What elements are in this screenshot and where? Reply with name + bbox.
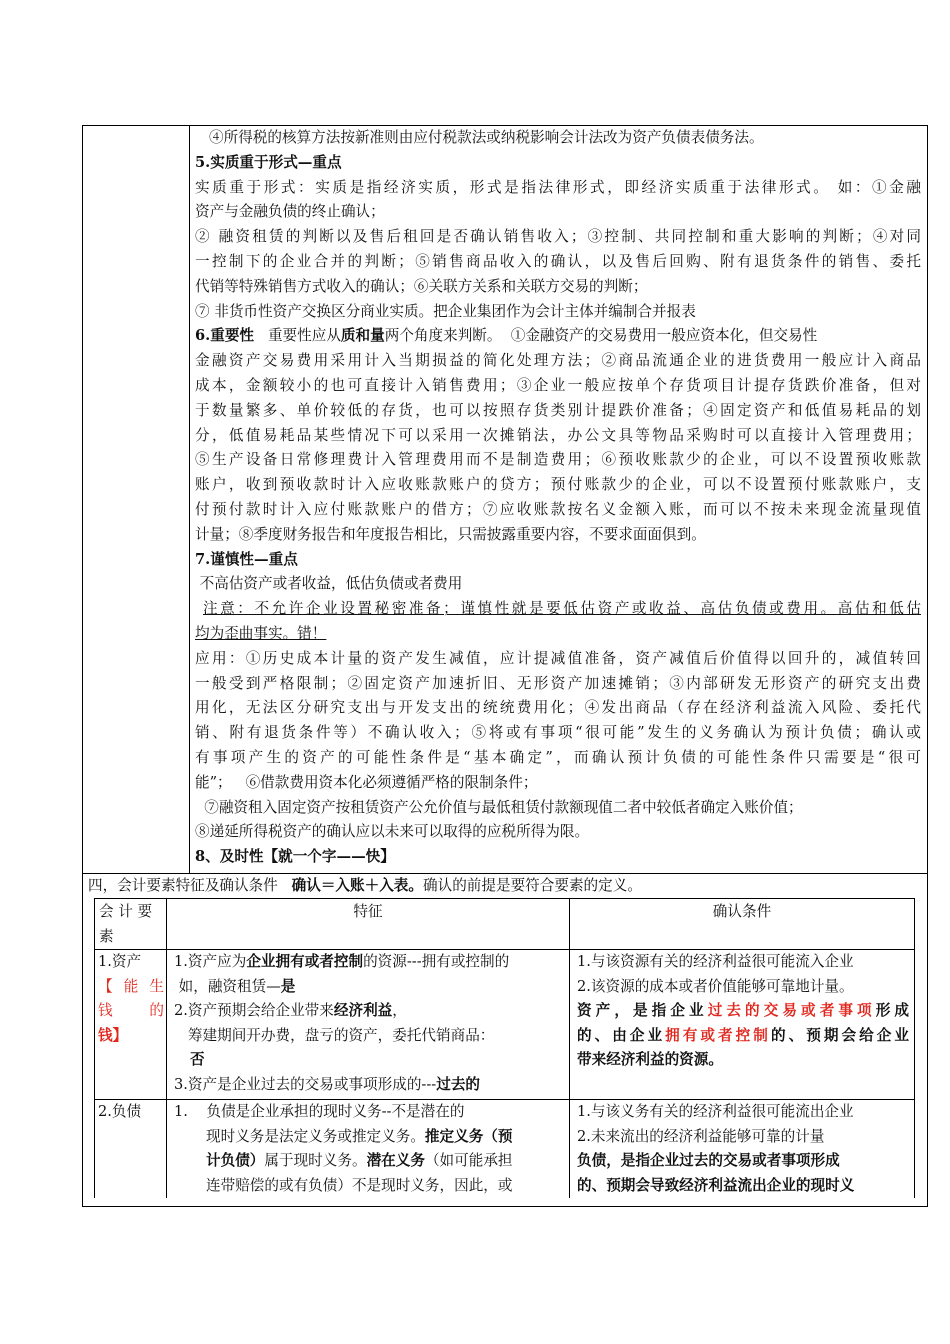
text-line: 有事项产生的资产的可能性条件是“基本确定”，而确认预计负债的可能性条件只需要是“很可 [195,748,921,766]
bold-run: 的、由企业 [577,1026,666,1044]
asset-element-cell [98,950,164,1048]
text-line [174,1149,566,1174]
liability-element-cell [98,1100,164,1125]
text-line: 分，低值易耗品某些情况下可以采用一次摊销法，办公文具等物品采购时可以直接计入管理费用； [195,426,921,444]
text-run: 属于现时义务。 [264,1152,367,1170]
bold-run: 计负债） [206,1152,265,1170]
element-name: 1.资产 [98,953,142,970]
bold-run: 的、预期会给企业 [770,1026,909,1044]
liability-features-cell [174,1100,566,1198]
elements-table [94,898,915,1198]
red-run: 拥有或者控制 [665,1026,771,1044]
text-line: ⑦ 非货币性资产交换区分商业实质。把企业集团作为会计主体并编制合并报表 [195,302,696,320]
text-line: ② 融资租赁的判断以及售后租回是否确认销售收入；③控制、共同控制和重大影响的判断；④对同 [195,228,921,246]
text-line: ⑧递延所得税资产的确认应以未来可以取得的应税所得为限。 [195,823,590,841]
heading-materiality: 6.重要性 [195,327,255,345]
text-line: 一般受到严格限制；②固定资产加速折旧、无形资产加速摊销；③内部研发无形资产的研究支出费 [195,674,921,692]
header-conditions-cell [570,900,914,925]
heading-timeliness: 8、及时性【就一个字——快】 [195,848,395,866]
note-underlined-line: 均为歪曲事实。错！ [195,624,327,642]
heading-substance-over-form: 5.实质重于形式—重点 [195,153,342,171]
text-line: 应用：①历史成本计量的资产发生减值，应计提减值准备，资产减值后价值得以回升的，减值转回 [195,649,921,667]
element-tag: 钱】 [98,1026,128,1044]
text-line [174,950,566,975]
bold-run: 经济利益 [333,1002,393,1020]
materiality-line [195,324,921,349]
text-run: 四，会计要素特征及确认条件 [88,877,292,894]
table-rule [94,898,95,1198]
text-run: 如，融资租赁— [174,977,281,995]
header-features-cell [167,900,569,925]
bold-run: 资产，是指企业 [577,1002,708,1020]
text-line: 用化，无法区分研究支出与开发支出的统统费用化；④发出商品（存在经济利益流入风险、委托代 [195,699,921,717]
text-line: ⑤生产设备日常修理费计入管理费用而不是制造费用；⑥预收账款少的企业，可以不设置预收账款 [195,451,921,469]
definition-line: 的、预期会导致经济利益流出企业的现时义 [577,1176,855,1194]
text-line: 一控制下的企业合并的判断；⑤销售商品收入的确认，以及售后回购、附有退货条件的销售、委托 [195,252,921,270]
text-line: 实质重于形式：实质是指经济实质，形式是指法律形式，即经济实质重于法律形式。 如：①金融 [195,178,921,196]
outer-table-row-divider [82,873,928,874]
text-run: 两个角度来判断。 ①金融资产的交易费用一般应资本化，但交易性 [384,327,818,345]
table-rule [569,898,570,1198]
header-text: 确认条件 [712,903,772,920]
text-line: 不高估资产或者收益，低估负债或者费用 [195,575,463,593]
definition-line: 带来经济利益的资源。 [577,1051,723,1069]
element-tag: 【 能 生 [98,977,164,995]
bold-run: 形成 [875,1002,909,1020]
bold-run: 过去的 [436,1075,481,1093]
text-run: 3.资产是企业过去的交易或事项形成的--- [174,1075,437,1093]
text-run: 重要性应从 [254,327,341,345]
text-run: ， [392,1002,407,1020]
text-line: 成本，金额较小的也可直接计入销售费用；③企业一般应按单个存货项目计提存货跌价准备，但对 [195,376,921,394]
section-four-heading [88,875,642,897]
text-line: 筹建期间开办费，盘亏的资产，委托代销商品： [174,1026,495,1044]
red-run: 过去的交易或者事项 [707,1002,876,1020]
text-line [174,975,566,1000]
text-run: 确认的前提是要符合要素的定义。 [423,877,642,894]
table-rule [914,898,915,1198]
bold-run: 推定义务（预 [424,1127,513,1145]
text-run: （如可能承担 [424,1152,513,1170]
bold-run: 企业拥有或者控制 [246,953,364,970]
text-line: 销、附有退货条件等）不确认收入；⑤将或有事项“很可能”发生的义务确认为预计负债；确认或 [195,724,921,742]
text-line: 于数量繁多、单价较低的存货，也可以按照存货类别计提跌价准备；④固定资产和低值易耗品的划 [195,401,921,419]
bold-run: 是 [280,977,296,995]
text-line: 计量；⑧季度财务报告和年度报告相比，只需披露重要内容，不要求面面俱到。 [195,525,706,543]
text-line [174,999,566,1024]
text-line: ⑦融资租入固定资产按租赁资产公允价值与最低租赁付款额现值二者中较低者确定入账价值； [195,798,803,816]
text-line: 付预付款时计入应付账款账户的借方；⑦应收账款按名义金额入账，而可以不按未来现金流量现值 [195,500,921,518]
text-line [174,1073,566,1098]
text-line: 能”； ⑥借款费用资本化必须遵循严格的限制条件； [195,773,538,791]
text-line: 1.与该资源有关的经济利益很可能流入企业 [577,953,854,970]
text-line: 连带赔偿的或有负债）不是现时义务，因此，或 [206,1176,513,1194]
element-tag: 钱 的 [98,1002,164,1020]
header-text: 特征 [353,903,383,920]
text-line: 金融资产交易费用采用计入当期损益的简化处理方法；②商品流通企业的进货费用一般应计入商品 [195,352,921,370]
text-run: 的资源---拥有或控制的 [363,953,510,970]
outer-table-column-divider [189,125,190,874]
text-line: 2.该资源的成本或者价值能够可靠地计量。 [577,977,854,995]
text-run: 1.资产应为 [174,953,247,970]
asset-features-cell [174,950,566,1098]
text-line: 2.未来流出的经济利益能够可靠的计量 [577,1127,825,1145]
liability-conditions-cell [577,1100,909,1198]
bold-run: 确认＝入账＋入表。 [291,877,423,894]
bold-run: 质和量 [340,327,385,345]
header-text: 会 计 要 [99,903,153,920]
header-element-cell [99,900,163,949]
definition-line [577,1024,909,1049]
asset-conditions-cell [577,950,909,1073]
text-line: ④所得税的核算方法按新准则由应付税款法或纳税影响会计法改为资产负债表债务法。 [209,129,764,146]
text-run: 2.资产预期会给企业带来 [174,1002,334,1020]
element-name: 2.负债 [98,1103,142,1120]
definition-line [577,999,909,1024]
header-text: 素 [99,927,114,945]
text-run: 现时义务是法定义务或推定义务。 [206,1127,425,1145]
note-underlined-line: 注意：不允许企业设置秘密准备；谨慎性就是要低估资产或收益、高估负债或费用。高估和低估 [203,600,921,618]
text-line [174,1125,566,1150]
principles-text-block [195,126,921,870]
text-line: 1. 负债是企业承担的现时义务--不是潜在的 [174,1103,465,1120]
text-line: 资产与金融负债的终止确认； [195,203,385,221]
text-line: 否 [190,1051,205,1069]
table-rule [166,898,167,1198]
table-rule [94,898,915,899]
text-line: 1.与该义务有关的经济利益很可能流出企业 [577,1103,854,1120]
bold-run: 潜在义务 [366,1152,425,1170]
text-line: 账户，收到预收款时计入应收账款账户的贷方；预付账款少的企业，可以不设置预付账款账户，支 [195,476,921,494]
heading-prudence: 7.谨慎性—重点 [195,550,298,568]
text-line: 代销等特殊销售方式收入的确认；⑥关联方关系和关联方交易的判断； [195,277,648,295]
definition-line: 负债，是指企业过去的交易或者事项形成 [577,1152,840,1170]
